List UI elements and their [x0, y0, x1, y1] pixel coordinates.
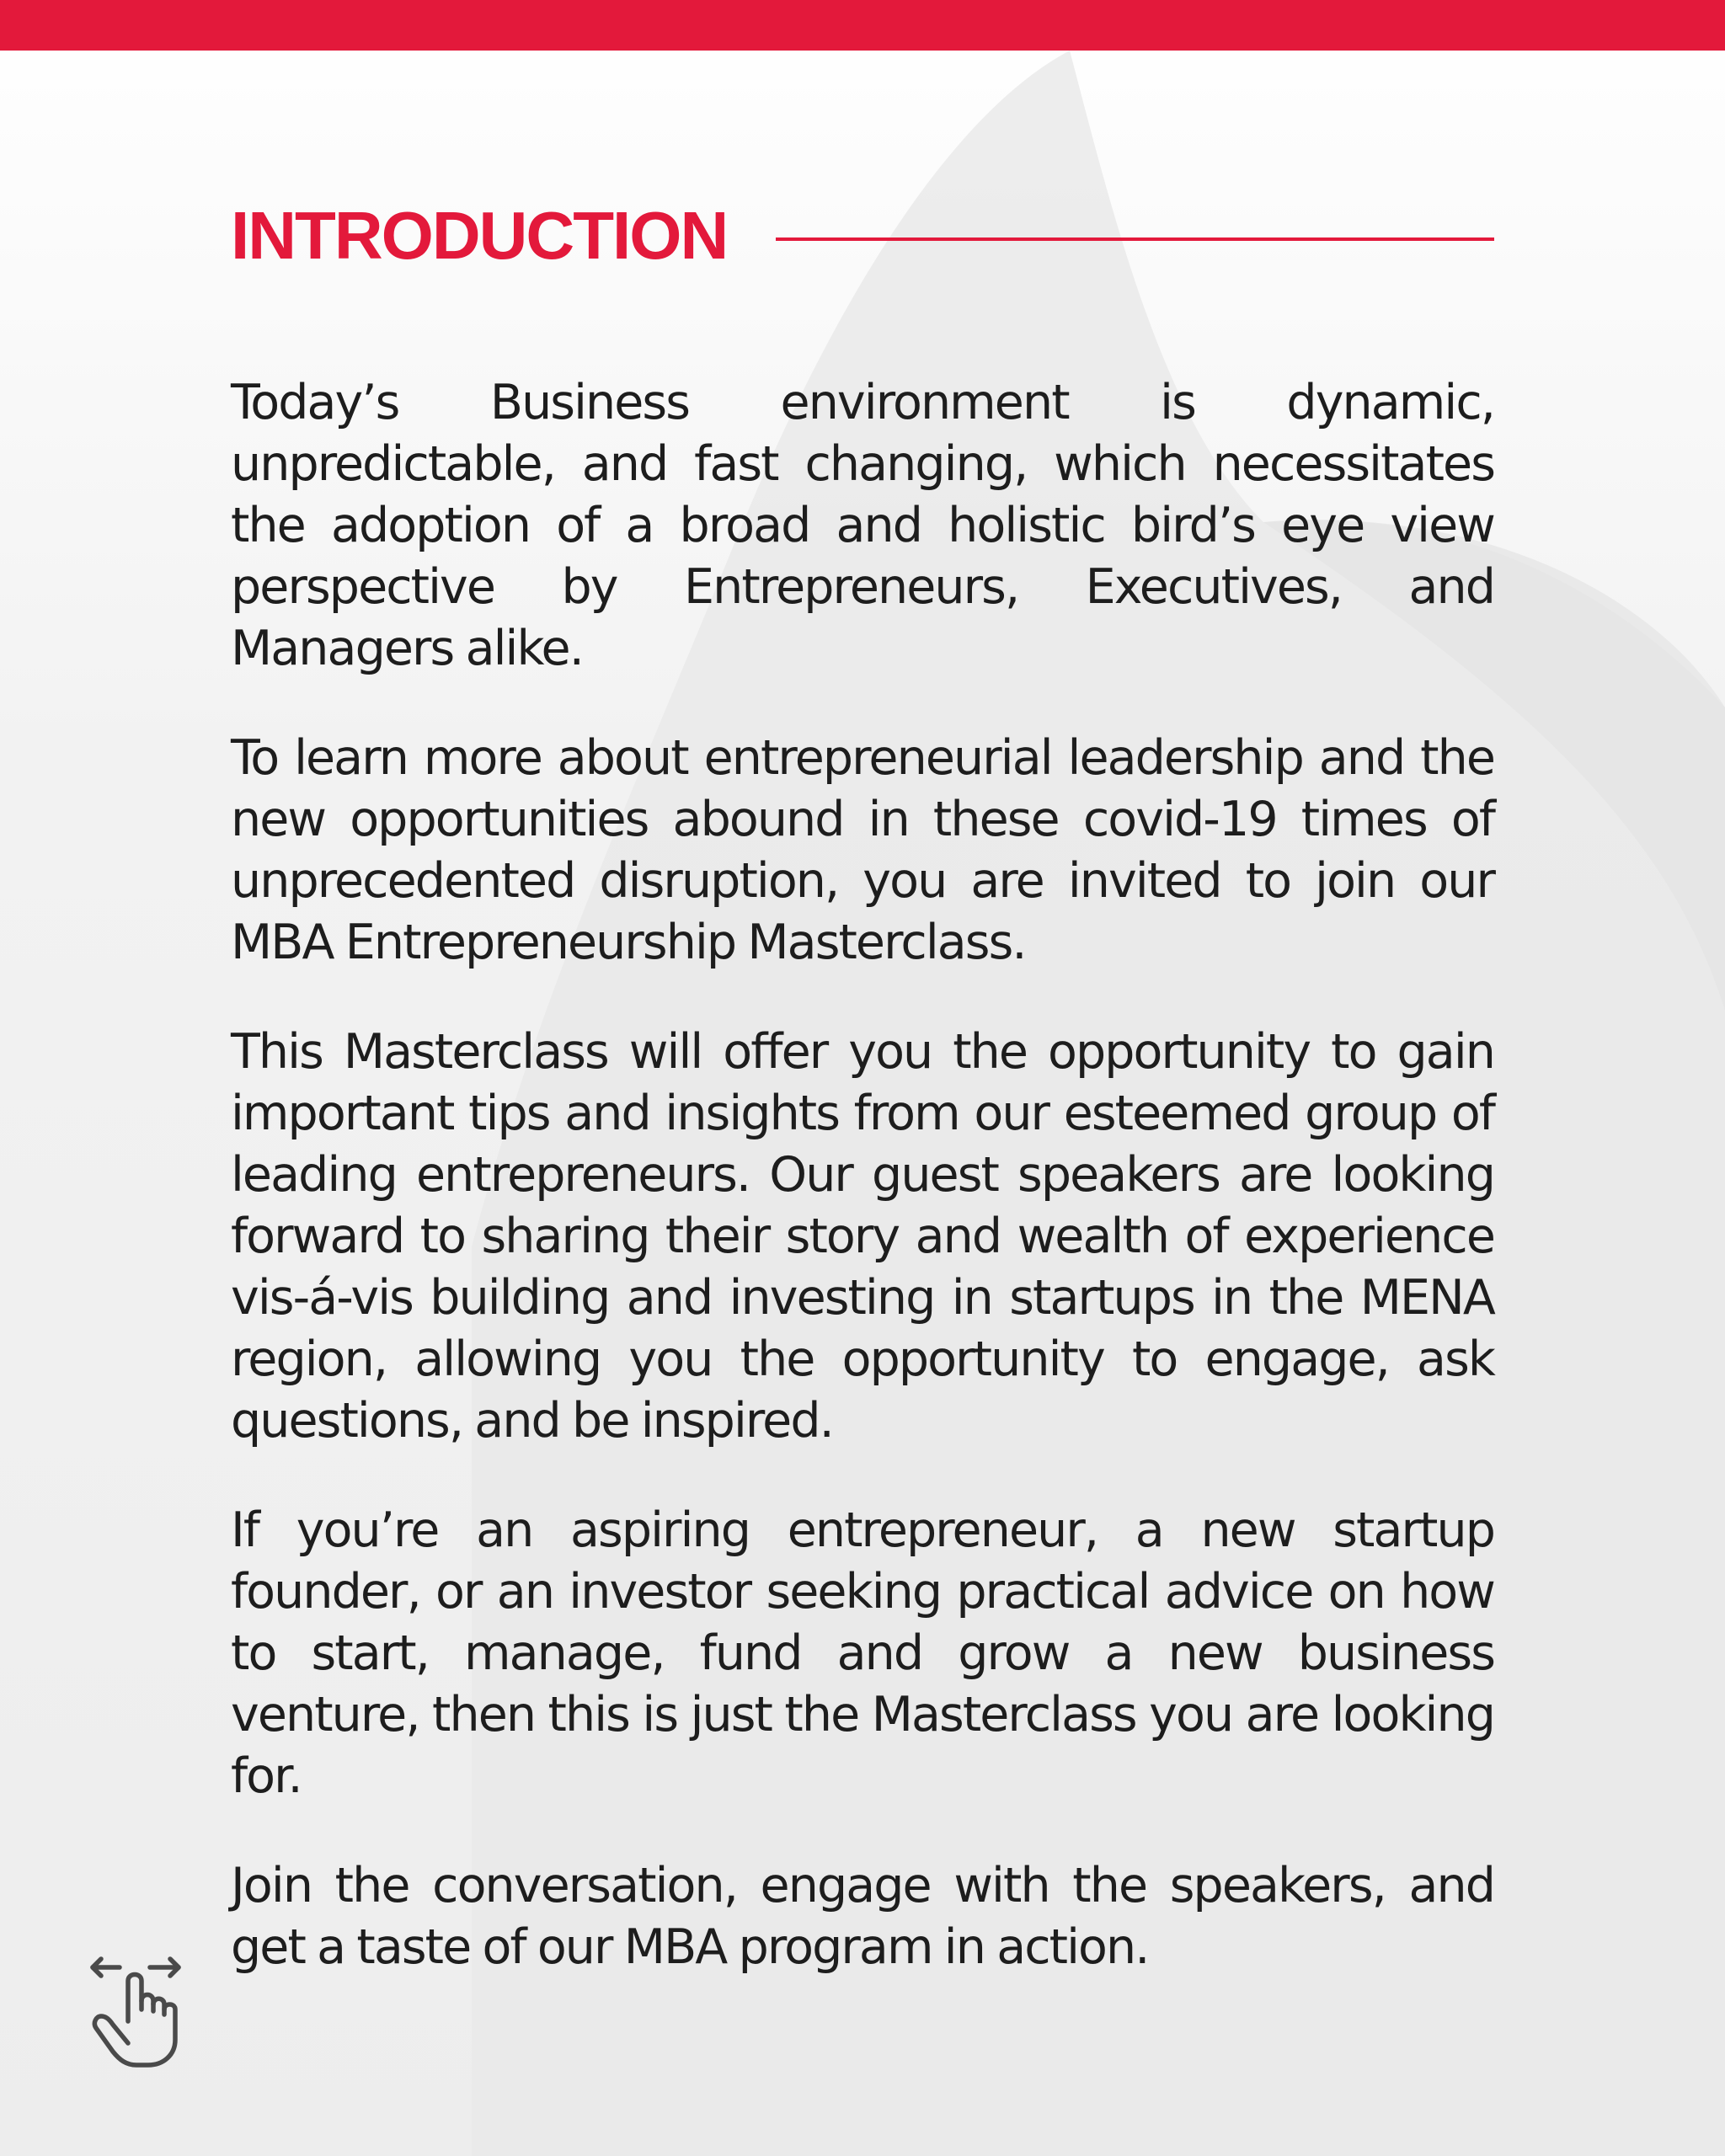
heading-divider	[776, 237, 1494, 241]
swipe-hand-icon	[84, 1952, 194, 2070]
paragraph-1: Today’s Business environment is dynamic, unpredictable, and fast changing, which necessitates the adoption of a broad and holistic bird’s eye view perspective by Entrepreneurs, Executives, and Managers alike.	[231, 375, 1494, 676]
paragraph-4: If you’re an aspiring entrepreneur, a new startup founder, or an investor seeking practical advice on how to start, manage, fund and grow a new business venture, then this is just the Masterclass you are looking for.	[231, 1502, 1494, 1804]
section-heading: INTRODUCTION	[231, 198, 728, 273]
introduction-section	[231, 199, 1494, 2026]
section-header	[231, 199, 1494, 273]
paragraph-2: To learn more about entrepreneurial leadership and the new opportunities abound in these covid-19 times of unprecedented disruption, you are invited to join our MBA Entrepreneurship Masterclass.	[231, 730, 1494, 970]
paragraph-5: Join the conversation, engage with the speakers, and get a taste of our MBA program in action.	[231, 1858, 1494, 1975]
top-accent-bar	[0, 0, 1725, 51]
paragraph-3: This Masterclass will offer you the opportunity to gain important tips and insights from our esteemed group of leading entrepreneurs. Our guest speakers are looking forward to sharing their story and wealth of experience vis-á-vis building and investing in startups in the MENA region, allowing you the opportunity to engage, ask questions, and be inspired.	[231, 1024, 1494, 1449]
